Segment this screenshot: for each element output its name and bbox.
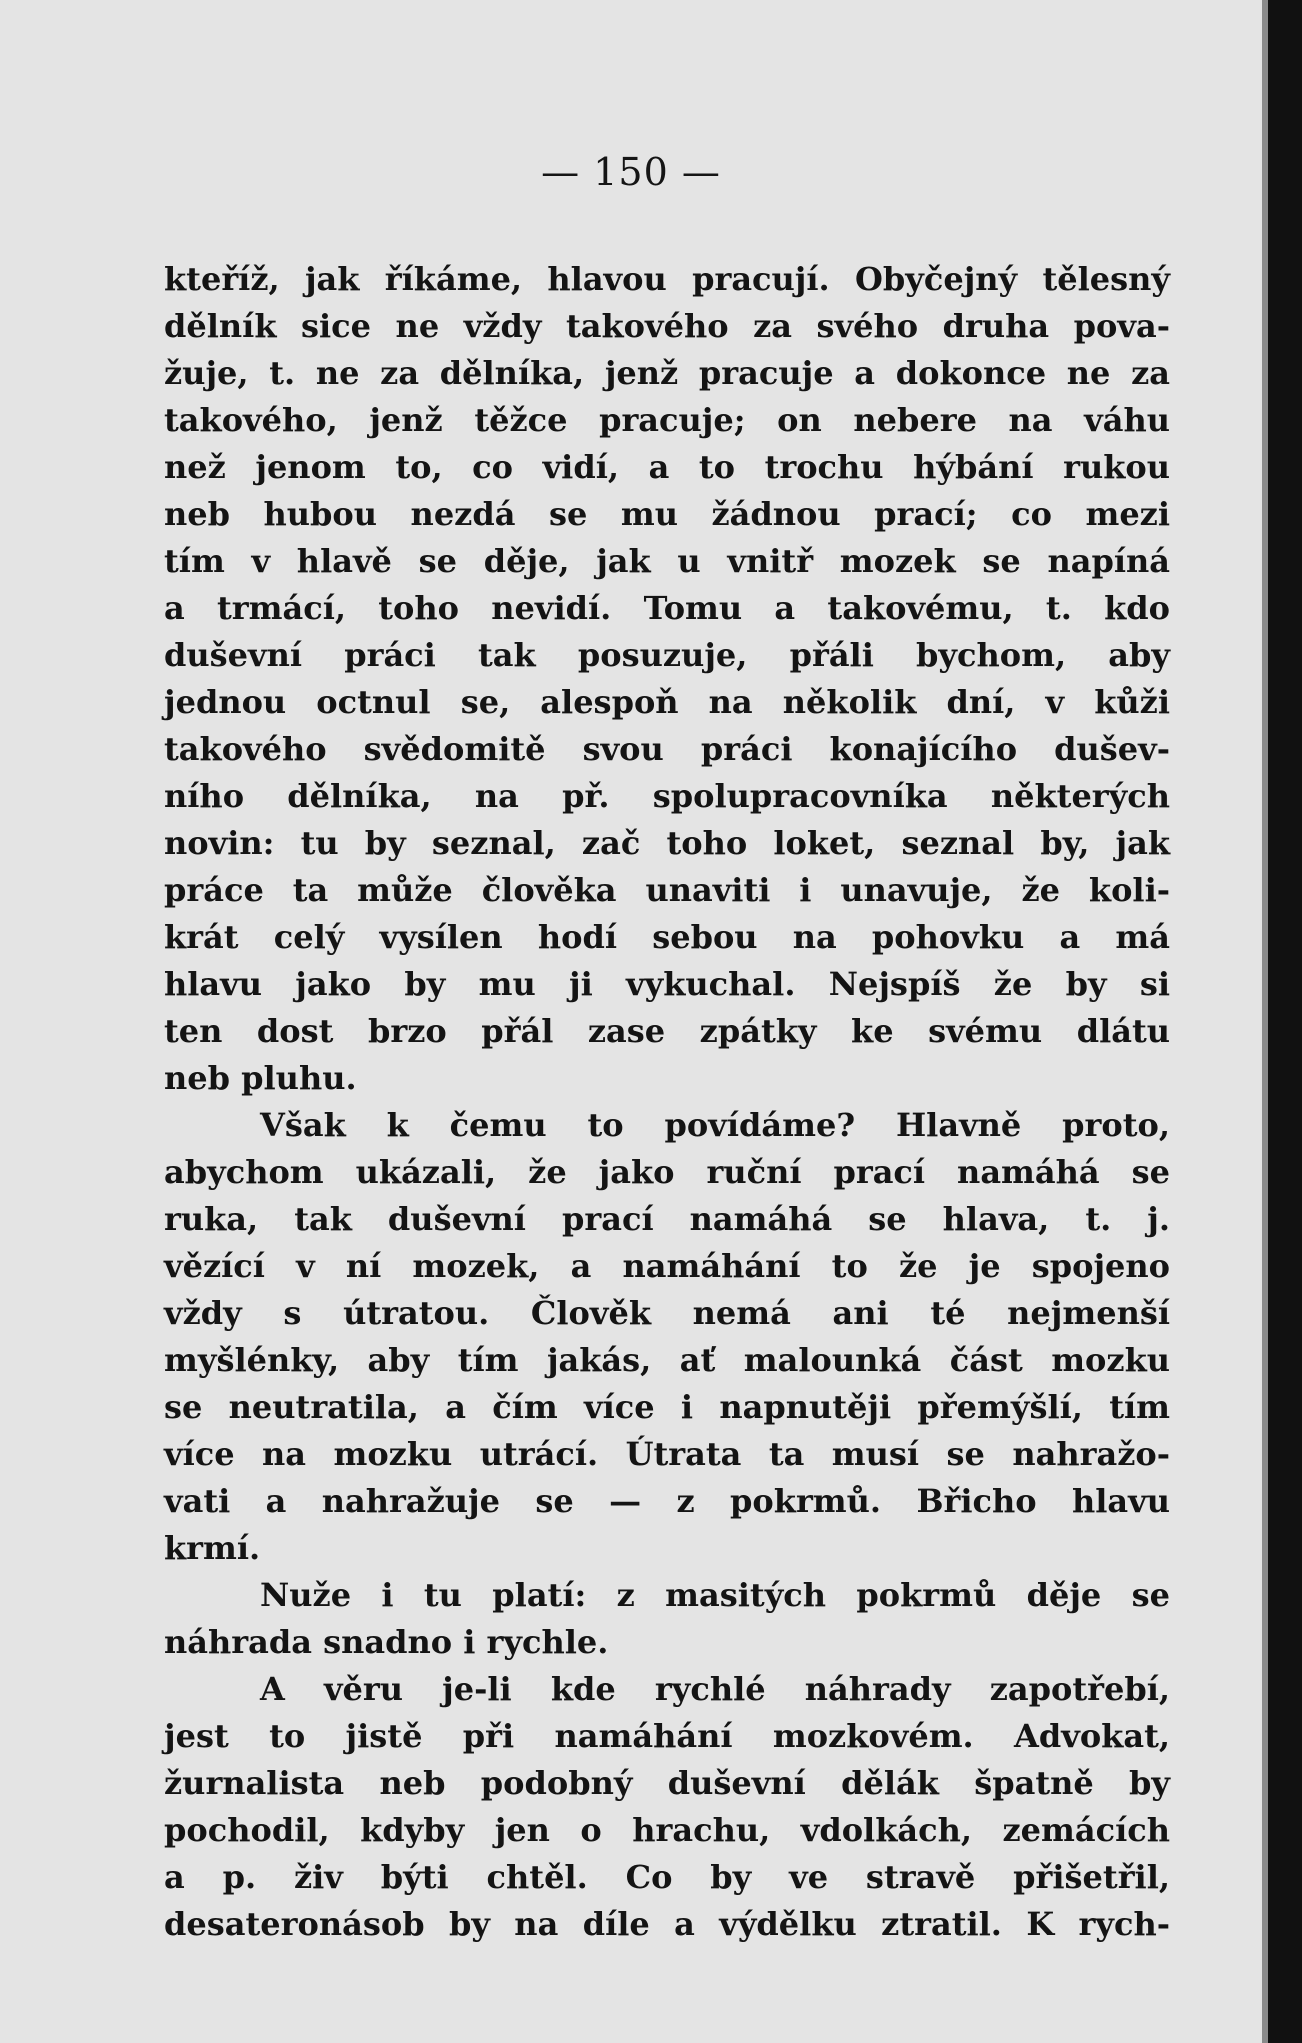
text-line: krmí. xyxy=(164,1529,261,1567)
text-line: duševní práci tak posuzuje, přáli bychom, aby xyxy=(164,636,1170,674)
text-line: kteříž, jak říkáme, hlavou pracují. Obyčejný tělesný xyxy=(164,260,1170,298)
text-line: práce ta může člověka unaviti i unavuje, že koli- xyxy=(164,871,1170,909)
text-line: krát celý vysílen hodí sebou na pohovku a má xyxy=(164,918,1170,956)
text-line: Však k čemu to povídáme? Hlavně proto, xyxy=(260,1106,1170,1144)
text-line: vězící v ní mozek, a namáhání to že je spojeno xyxy=(164,1247,1170,1285)
text-line: ruka, tak duševní prací namáhá se hlava, t. j. xyxy=(164,1200,1170,1238)
text-line: takového, jenž těžce pracuje; on nebere na váhu xyxy=(164,401,1170,439)
text-line: vždy s útratou. Člověk nemá ani té nejmenší xyxy=(164,1294,1170,1332)
text-line: dělník sice ne vždy takového za svého druha pova- xyxy=(164,307,1170,345)
text-line: ten dost brzo přál zase zpátky ke svému dlátu xyxy=(164,1012,1170,1050)
text-line: a trmácí, toho nevidí. Tomu a takovému, t. kdo xyxy=(164,589,1170,627)
page-edge-shadow xyxy=(1262,0,1302,2043)
text-line: Nuže i tu platí: z masitých pokrmů děje se xyxy=(260,1576,1170,1614)
text-line: pochodil, kdyby jen o hrachu, vdolkách, zemácích xyxy=(164,1811,1170,1849)
text-line: desateronásob by na díle a výdělku ztratil. K rych- xyxy=(164,1905,1170,1943)
text-line: náhrada snadno i rychle. xyxy=(164,1623,609,1661)
text-line: neb pluhu. xyxy=(164,1059,357,1097)
text-line: novin: tu by seznal, zač toho loket, seznal by, jak xyxy=(164,824,1170,862)
text-line: takového svědomitě svou práci konajícího dušev- xyxy=(164,730,1170,768)
text-line: žurnalista neb podobný duševní dělák špatně by xyxy=(164,1764,1170,1802)
text-line: neb hubou nezdá se mu žádnou prací; co mezi xyxy=(164,495,1170,533)
body-text xyxy=(164,256,1170,1948)
text-line: jednou octnul se, alespoň na několik dní, v kůži xyxy=(164,683,1170,721)
text-line: myšlénky, aby tím jakás, ať malounká část mozku xyxy=(164,1341,1170,1379)
text-line: jest to jistě při namáhání mozkovém. Advokat, xyxy=(164,1717,1170,1755)
text-line: žuje, t. ne za dělníka, jenž pracuje a dokonce ne za xyxy=(164,354,1170,392)
page-edge xyxy=(1262,0,1268,2043)
text-line: abychom ukázali, že jako ruční prací namáhá se xyxy=(164,1153,1170,1191)
page-number: — 150 — xyxy=(541,150,721,194)
text-line: vati a nahražuje se — z pokrmů. Břicho hlavu xyxy=(164,1482,1170,1520)
text-line: více na mozku utrácí. Útrata ta musí se nahražo- xyxy=(164,1435,1170,1473)
text-line: se neutratila, a čím více i napnutěji přemýšlí, tím xyxy=(164,1388,1170,1426)
text-line: a p. živ býti chtěl. Co by ve stravě přišetřil, xyxy=(164,1858,1170,1896)
text-line: než jenom to, co vidí, a to trochu hýbání rukou xyxy=(164,448,1170,486)
text-line: hlavu jako by mu ji vykuchal. Nejspíš že by si xyxy=(164,965,1170,1003)
text-line: A věru je-li kde rychlé náhrady zapotřebí, xyxy=(260,1670,1170,1708)
text-line: ního dělníka, na př. spolupracovníka některých xyxy=(164,777,1170,815)
text-line: tím v hlavě se děje, jak u vnitř mozek se napíná xyxy=(164,542,1170,580)
